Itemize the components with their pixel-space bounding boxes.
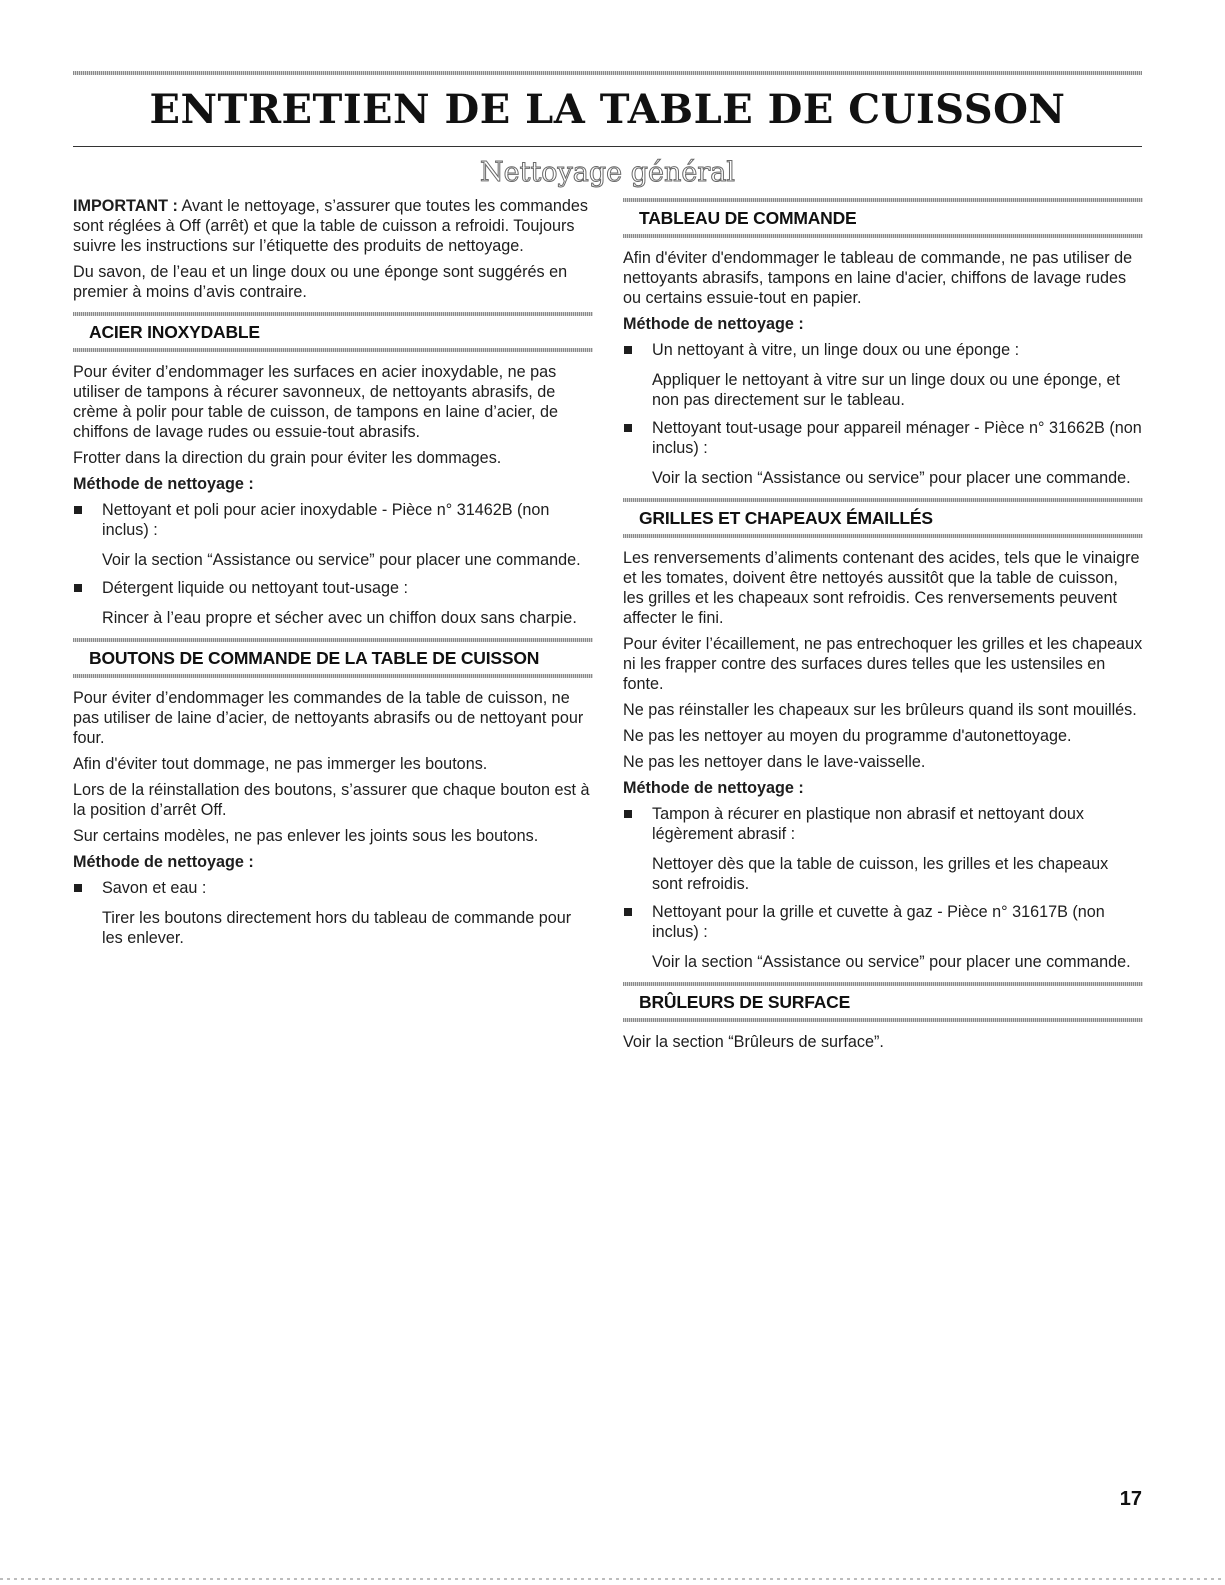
list-item-text: Un nettoyant à vitre, un linge doux ou une éponge : <box>652 341 1020 359</box>
section-divider <box>73 638 593 642</box>
list-item-text: Nettoyant pour la grille et cuvette à gaz - Pièce n° 31617B (non inclus) : <box>652 903 1105 941</box>
section-header-control-panel <box>623 198 1143 238</box>
section-title-knobs: BOUTONS DE COMMANDE DE LA TABLE DE CUISSON <box>89 648 540 668</box>
list-item <box>623 804 1143 894</box>
page-number: 17 <box>1119 1488 1142 1510</box>
bullet-icon <box>74 884 82 892</box>
list-item-detail: Voir la section “Assistance ou service” pour placer une commande. <box>102 551 581 569</box>
section-divider <box>73 674 593 678</box>
grates-paragraph-4: Ne pas les nettoyer au moyen du programme d'autonettoyage. <box>623 727 1072 745</box>
list-item <box>73 578 593 628</box>
list-item <box>623 418 1143 488</box>
stainless-paragraph-1: Pour éviter d’endommager les surfaces en acier inoxydable, ne pas utiliser de tampons à récurer savonneux, de nettoyants abrasifs, de crème à polir pour table de cuisson, de tampons en laine d’acier, de chiffons de lavage rudes ou essuie-tout abrasifs. <box>73 363 559 441</box>
list-item-detail: Voir la section “Assistance ou service” pour placer une commande. <box>652 953 1131 971</box>
title-rule <box>73 146 1142 147</box>
bottom-dotted-border <box>0 1578 1225 1580</box>
left-column <box>73 196 593 956</box>
grates-method-label: Méthode de nettoyage : <box>623 779 804 797</box>
grates-paragraph-3: Ne pas réinstaller les chapeaux sur les brûleurs quand ils sont mouillés. <box>623 701 1137 719</box>
list-item-detail: Appliquer le nettoyant à vitre sur un linge doux ou une éponge, et non pas directement sur le tableau. <box>652 371 1120 409</box>
list-item-text: Nettoyant et poli pour acier inoxydable - Pièce n° 31462B (non inclus) : <box>102 501 550 539</box>
grates-paragraph-2: Pour éviter l’écaillement, ne pas entrechoquer les grilles et les chapeaux ni les frapper contre des surfaces dures telles que les ustensiles en fonte. <box>623 635 1143 693</box>
bullet-icon <box>74 584 82 592</box>
knobs-paragraph-4: Sur certains modèles, ne pas enlever les joints sous les boutons. <box>73 827 539 845</box>
section-divider <box>623 198 1143 202</box>
list-item <box>73 500 593 570</box>
list-item-text: Savon et eau : <box>102 879 207 897</box>
section-divider <box>73 312 593 316</box>
bullet-icon <box>624 908 632 916</box>
grates-paragraph-5: Ne pas les nettoyer dans le lave-vaisselle. <box>623 753 926 771</box>
control-panel-method-label: Méthode de nettoyage : <box>623 315 804 333</box>
bullet-icon <box>624 346 632 354</box>
section-header-grates <box>623 498 1143 538</box>
list-item <box>623 340 1143 410</box>
list-item <box>73 878 593 948</box>
list-item <box>623 902 1143 972</box>
important-text: Avant le nettoyage, s’assurer que toutes les commandes sont réglées à Off (arrêt) et que la table de cuisson a refroidi. Toujours suivre les instructions sur l’étiquette des produits de nettoyage. <box>73 197 588 255</box>
bullet-icon <box>624 810 632 818</box>
list-item-detail: Rincer à l’eau propre et sécher avec un chiffon doux sans charpie. <box>102 609 577 627</box>
section-divider <box>623 1018 1143 1022</box>
grates-paragraph-1: Les renversements d’aliments contenant des acides, tels que le vinaigre et les tomates, doivent être nettoyés aussitôt que la table de cuisson, les grilles et les chapeaux sont refroidis. Ces renversements peuvent affecter le fini. <box>623 549 1140 627</box>
stainless-method-list <box>73 500 593 628</box>
knobs-paragraph-1: Pour éviter d’endommager les commandes de la table de cuisson, ne pas utiliser de laine d’acier, de nettoyants abrasifs ou de nettoyant pour four. <box>73 689 584 747</box>
page-title: ENTRETIEN DE LA TABLE DE CUISSON <box>149 86 1066 133</box>
stainless-paragraph-2: Frotter dans la direction du grain pour éviter les dommages. <box>73 449 502 467</box>
knobs-paragraph-2: Afin d'éviter tout dommage, ne pas immerger les boutons. <box>73 755 488 773</box>
list-item-detail: Tirer les boutons directement hors du tableau de commande pour les enlever. <box>102 909 572 947</box>
section-divider <box>623 498 1143 502</box>
stainless-method-label: Méthode de nettoyage : <box>73 475 254 493</box>
section-header-burners <box>623 982 1143 1022</box>
control-panel-method-list <box>623 340 1143 488</box>
intro-important <box>73 196 593 256</box>
list-item-text: Détergent liquide ou nettoyant tout-usage : <box>102 579 408 597</box>
section-divider <box>623 982 1143 986</box>
page-subtitle: Nettoyage général <box>479 157 736 188</box>
section-divider <box>623 534 1143 538</box>
control-panel-paragraph-1: Afin d'éviter d'endommager le tableau de commande, ne pas utiliser de nettoyants abrasifs, tampons en laine d'acier, chiffons de lavage rudes ou certains essuie-tout en papier. <box>623 249 1133 307</box>
knobs-paragraph-3: Lors de la réinstallation des boutons, s’assurer que chaque bouton est à la position d’arrêt Off. <box>73 781 590 819</box>
section-header-knobs <box>73 638 593 678</box>
important-label: IMPORTANT : <box>73 197 178 215</box>
section-title-control-panel: TABLEAU DE COMMANDE <box>639 208 857 228</box>
right-column <box>623 198 1143 1058</box>
top-divider <box>73 71 1142 75</box>
section-title-stainless: ACIER INOXYDABLE <box>89 322 260 342</box>
intro-soap: Du savon, de l’eau et un linge doux ou une éponge sont suggérés en premier à moins d’avis contraire. <box>73 263 568 301</box>
knobs-method-list <box>73 878 593 948</box>
grates-method-list <box>623 804 1143 972</box>
burners-paragraph-1: Voir la section “Brûleurs de surface”. <box>623 1033 884 1051</box>
knobs-method-label: Méthode de nettoyage : <box>73 853 254 871</box>
list-item-detail: Nettoyer dès que la table de cuisson, les grilles et les chapeaux sont refroidis. <box>652 855 1109 893</box>
section-divider <box>73 348 593 352</box>
list-item-text: Nettoyant tout-usage pour appareil ménager - Pièce n° 31662B (non inclus) : <box>652 419 1142 457</box>
list-item-text: Tampon à récurer en plastique non abrasif et nettoyant doux légèrement abrasif : <box>652 805 1084 843</box>
section-divider <box>623 234 1143 238</box>
bullet-icon <box>74 506 82 514</box>
list-item-detail: Voir la section “Assistance ou service” pour placer une commande. <box>652 469 1131 487</box>
bullet-icon <box>624 424 632 432</box>
section-title-grates: GRILLES ET CHAPEAUX ÉMAILLÉS <box>639 508 933 528</box>
section-title-burners: BRÛLEURS DE SURFACE <box>639 992 851 1012</box>
section-header-stainless <box>73 312 593 352</box>
